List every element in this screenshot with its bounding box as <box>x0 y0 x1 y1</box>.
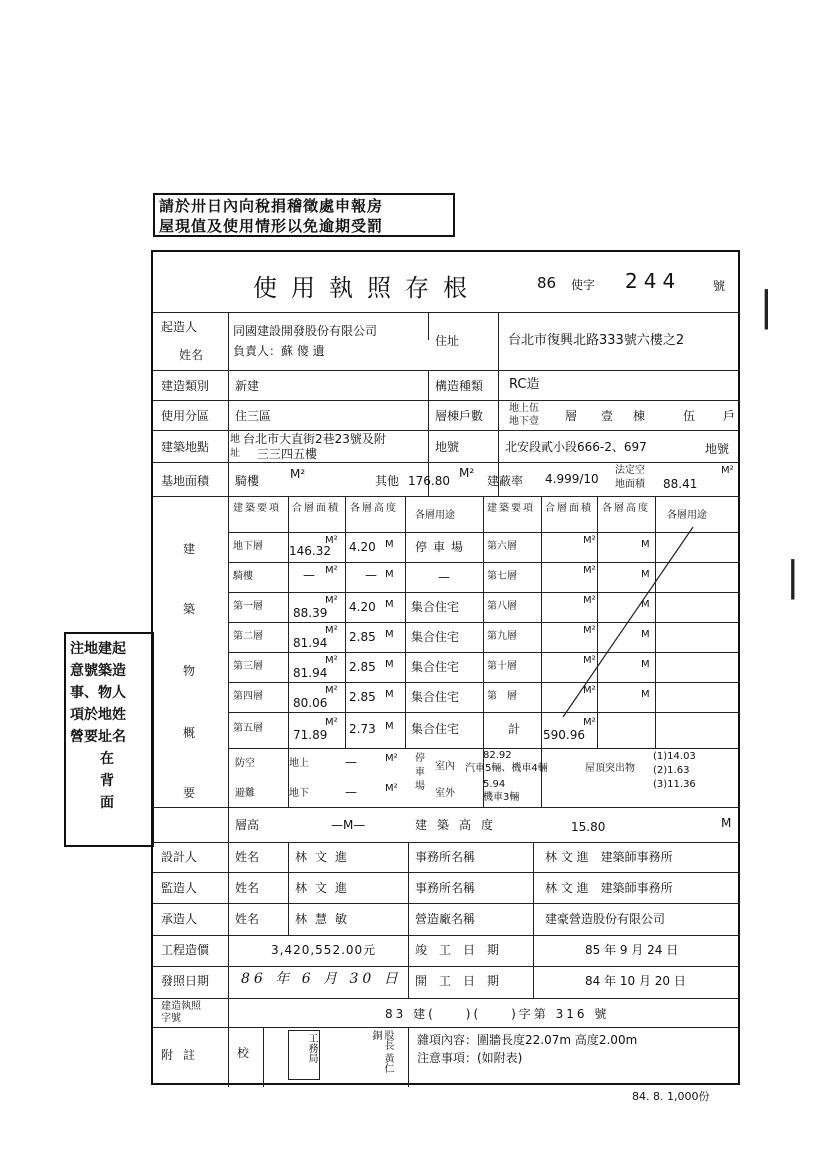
address-label: 住址 <box>435 334 460 348</box>
building-height-unit: M <box>721 816 732 830</box>
unit-m: M <box>385 689 394 700</box>
hdr-area: 合層面積 <box>292 503 340 514</box>
cost-label: 工程造價 <box>161 943 210 957</box>
permit-form <box>151 250 740 1085</box>
build-type-value: 新建 <box>235 379 260 393</box>
unit-m: M <box>641 539 650 550</box>
school-mark: 校 <box>237 1046 250 1060</box>
designer-office: 林 文 進 建築師事務所 <box>545 850 673 864</box>
designer-name-label: 姓名 <box>235 850 260 864</box>
floor-name-r: 第十層 <box>487 661 517 672</box>
unit-m: M <box>641 629 650 640</box>
permit-word: 使字 <box>571 278 596 292</box>
tax-notice-stamp <box>153 193 455 237</box>
unit-m2: M² <box>583 565 596 576</box>
permit-label-2: 字號 <box>161 1013 181 1024</box>
site-address-1: 台北市大直街2巷23號及附 <box>243 432 386 446</box>
builder-label: 起造人 <box>161 320 198 334</box>
unit-m: M <box>385 599 394 610</box>
layer-word: 層 <box>565 409 578 423</box>
floor-height: 2.73 <box>349 722 376 736</box>
lot-value: 北安段貳小段666-2、697 <box>505 440 647 454</box>
indoor-note: 汽車5輛、機車4輛 <box>465 763 548 774</box>
floor-height: 2.85 <box>349 660 376 674</box>
remarks-label: 附註 <box>161 1048 206 1062</box>
bleed-mark: ▏ <box>765 290 792 330</box>
builder-rep: 負責人：蘇 傻 遺 <box>233 344 325 358</box>
unit-m2: M² <box>583 535 596 546</box>
site-area-label: 基地面積 <box>161 474 210 488</box>
floors-above: 地上伍 <box>509 403 539 414</box>
contractor-name: 林慧敏 <box>295 912 356 926</box>
unit-m2: M² <box>325 655 338 666</box>
indoor-area: 82.92 <box>483 750 512 761</box>
side-label-char: 物 <box>183 664 196 678</box>
unit-m2: M² <box>583 595 596 606</box>
supervisor-label: 監造人 <box>161 881 198 895</box>
total-area: 590.96 <box>543 728 585 742</box>
floor-name-r: 第七層 <box>487 571 517 582</box>
builder-name-label: 姓名 <box>179 348 204 362</box>
structure-value: RC造 <box>509 377 540 392</box>
floor-name-r: 第九層 <box>487 631 517 642</box>
site-label: 建築地點 <box>161 440 210 454</box>
unit-m: M <box>385 629 394 640</box>
other-label: 其他 <box>375 474 400 488</box>
coverage-label: 建蔽率 <box>487 474 524 488</box>
unit-m: M <box>385 539 394 550</box>
contractor-label: 承造人 <box>161 912 198 926</box>
roof-label: 屋頂突出物 <box>585 763 635 774</box>
unit-m: M <box>385 569 394 580</box>
unit-m: M <box>385 659 394 670</box>
remarks-notice: 注意事項：(如附表) <box>417 1051 523 1065</box>
issue-date: 86 年 6 月 30 日 <box>241 971 402 987</box>
structure-label: 構造種類 <box>435 379 484 393</box>
checker-stamp: 股長 黃仁銅 <box>370 1030 393 1074</box>
supervisor-name-label: 姓名 <box>235 881 260 895</box>
side-note-line: 營要址名 <box>70 729 126 745</box>
unit-m2: M² <box>325 717 338 728</box>
floor-use: 集合住宅 <box>411 690 460 704</box>
notice-line-2: 屋現值及使用情形以免逾期受罰 <box>159 217 384 235</box>
floor-name: 第三層 <box>233 661 263 672</box>
layer-height-value: —M— <box>331 818 366 832</box>
site-prefix-2: 址 <box>230 448 240 459</box>
side-note-line: 在 <box>100 751 114 767</box>
floor-area: 81.94 <box>293 666 328 680</box>
floor-use: 集合住宅 <box>411 630 460 644</box>
start-date: 84 年 10 月 20 日 <box>585 974 686 988</box>
bleed-mark: ▕ <box>768 560 795 600</box>
side-note-line: 注地建起 <box>70 641 126 657</box>
floors-count-label: 層棟戶數 <box>435 409 484 423</box>
floor-height: 4.20 <box>349 540 376 554</box>
floor-name: 第一層 <box>233 601 263 612</box>
build-type-label: 建造類別 <box>161 379 210 393</box>
issue-label: 發照日期 <box>161 974 210 988</box>
other-value: 176.80 <box>408 474 450 488</box>
permit-label-1: 建造執照 <box>161 1001 201 1012</box>
floor-height: 2.85 <box>349 690 376 704</box>
hdr-height-r: 各層高度 <box>602 503 650 514</box>
floor-use: — <box>438 570 450 584</box>
hdr-item-r: 建築要項 <box>487 503 535 514</box>
unit-m: M <box>641 659 650 670</box>
hdr-height: 各層高度 <box>350 503 398 514</box>
cancel-slash <box>553 522 703 722</box>
side-note-line: 項於地姓 <box>70 707 126 723</box>
floor-area: 81.94 <box>293 636 328 650</box>
bldg-word: 棟 <box>633 409 646 423</box>
lot-suffix: 地號 <box>705 442 730 456</box>
total-label: 計 <box>508 722 521 736</box>
shelter-unit: M² <box>385 783 398 794</box>
outdoor-note: 機車3輛 <box>483 792 520 803</box>
unit-m2: M² <box>583 625 596 636</box>
side-note-line: 面 <box>100 795 114 811</box>
floors-below: 地下壹 <box>509 416 539 427</box>
floor-use: 停車場 <box>415 540 470 554</box>
shelter-dash: — <box>345 755 357 769</box>
side-note-stamp <box>64 632 154 847</box>
roof-3: (3)11.36 <box>653 779 696 790</box>
side-label-char: 建 <box>183 542 196 556</box>
building-height-label: 建築高度 <box>415 818 504 832</box>
floor-name: 第二層 <box>233 631 263 642</box>
side-note-line: 背 <box>100 773 114 789</box>
unit-m2: M² <box>583 685 596 696</box>
side-label-char: 要 <box>183 786 196 800</box>
unit-word: 戶 <box>723 409 736 423</box>
floor-height: — <box>365 568 377 582</box>
remarks-notes: 雜項內容：圍牆長度22.07m 高度2.00m <box>417 1033 638 1047</box>
open-area-value: 88.41 <box>663 477 698 491</box>
notice-line-1: 請於卅日內向稅捐稽徵處申報房 <box>159 197 384 215</box>
zone-label: 使用分區 <box>161 409 210 423</box>
builder-company: 同國建設開發股份有限公司 <box>233 324 378 338</box>
bldg-count: 壹 <box>601 409 614 423</box>
shelter-dash: — <box>345 785 357 799</box>
floor-name: 地下層 <box>233 541 263 552</box>
arcade-label: 騎樓 <box>235 474 260 488</box>
unit-m2: M² <box>325 685 338 696</box>
outdoor-area: 5.94 <box>483 779 506 790</box>
floor-use: 集合住宅 <box>411 660 460 674</box>
unit-m2: M² <box>583 717 596 728</box>
supervisor-office: 林 文 進 建築師事務所 <box>545 881 673 895</box>
start-label: 開工日期 <box>415 974 512 988</box>
permit-number: 244 <box>625 269 682 293</box>
supervisor-office-label: 事務所名稱 <box>415 881 476 895</box>
shelter-unit: M² <box>385 753 398 764</box>
other-unit: M² <box>459 466 475 480</box>
outdoor-label: 室外 <box>435 788 455 799</box>
floor-area: — <box>303 568 315 582</box>
site-prefix-1: 地 <box>230 434 240 445</box>
unit-m2: M² <box>325 535 338 546</box>
unit-m2: M² <box>325 625 338 636</box>
done-label: 竣工日期 <box>415 943 512 957</box>
permit-ref: 83 建( )( )字第 316 號 <box>385 1007 610 1021</box>
indoor-label: 室內 <box>435 761 455 772</box>
unit-m: M <box>641 599 650 610</box>
side-label-char: 築 <box>183 602 196 616</box>
parking-label: 停車場 <box>415 753 425 792</box>
designer-name: 林文進 <box>295 850 356 864</box>
print-info: 84. 8. 1,000份 <box>632 1090 710 1103</box>
hdr-use-r: 各層用途 <box>667 510 707 521</box>
bureau-stamp: 工務局 <box>288 1030 320 1080</box>
coverage-value: 4.999/10 <box>545 472 599 486</box>
floor-name-r: 第八層 <box>487 601 517 612</box>
cost-value: 3,420,552.00元 <box>271 943 377 957</box>
unit-m: M <box>385 721 394 732</box>
designer-label: 設計人 <box>161 850 198 864</box>
hdr-use: 各層用途 <box>415 510 455 521</box>
done-date: 85 年 9 月 24 日 <box>585 943 679 957</box>
side-note-line: 意號築造 <box>70 663 126 679</box>
side-label-char: 概 <box>183 726 196 740</box>
builder-address: 台北市復興北路333號六樓之2 <box>508 333 685 348</box>
site-address-2: 三三四五樓 <box>257 447 318 461</box>
contractor-name-label: 姓名 <box>235 912 260 926</box>
floor-name-r: 第六層 <box>487 541 517 552</box>
floor-name: 第四層 <box>233 691 263 702</box>
permit-suffix: 號 <box>713 279 726 293</box>
hdr-item: 建築要項 <box>233 503 281 514</box>
floor-area: 146.32 <box>289 544 331 558</box>
floor-name: 騎樓 <box>233 571 253 582</box>
layer-height-label: 層高 <box>235 818 260 832</box>
zone-value: 住三區 <box>235 409 272 423</box>
hdr-area-r: 合層面積 <box>545 503 593 514</box>
contractor-office-label: 營造廠名稱 <box>415 912 476 926</box>
unit-m2: M² <box>583 655 596 666</box>
open-area-unit: M² <box>721 465 734 476</box>
lot-label: 地號 <box>435 440 460 454</box>
roof-2: (2)1.63 <box>653 765 690 776</box>
arcade-unit: M² <box>290 467 306 481</box>
floor-area: 71.89 <box>293 728 328 742</box>
supervisor-name: 林文進 <box>295 881 356 895</box>
floor-name-r: 第 層 <box>487 691 517 702</box>
floor-height: 4.20 <box>349 600 376 614</box>
floor-height: 2.85 <box>349 630 376 644</box>
shelter-label-1: 防空 <box>235 758 255 769</box>
open-area-label-1: 法定空 <box>615 465 645 476</box>
building-height-value: 15.80 <box>571 820 606 834</box>
permit-year: 86 <box>537 274 557 292</box>
unit-m: M <box>641 689 650 700</box>
contractor-office: 建豪營造股份有限公司 <box>545 912 666 926</box>
shelter-below: 地下 <box>289 788 309 799</box>
roof-1: (1)14.03 <box>653 751 696 762</box>
unit-count: 伍 <box>683 409 696 423</box>
floor-area: 88.39 <box>293 606 328 620</box>
form-title: 使用執照存根 <box>253 274 481 302</box>
floor-use: 集合住宅 <box>411 600 460 614</box>
shelter-above: 地上 <box>289 758 309 769</box>
floor-use: 集合住宅 <box>411 722 460 736</box>
open-area-label-2: 地面積 <box>615 479 645 490</box>
designer-office-label: 事務所名稱 <box>415 850 476 864</box>
unit-m2: M² <box>325 565 338 576</box>
side-note-line: 事、物人 <box>70 685 126 701</box>
shelter-label-2: 避難 <box>235 788 255 799</box>
unit-m: M <box>641 569 650 580</box>
unit-m2: M² <box>325 595 338 606</box>
floor-area: 80.06 <box>293 696 328 710</box>
floor-name: 第五層 <box>233 723 263 734</box>
